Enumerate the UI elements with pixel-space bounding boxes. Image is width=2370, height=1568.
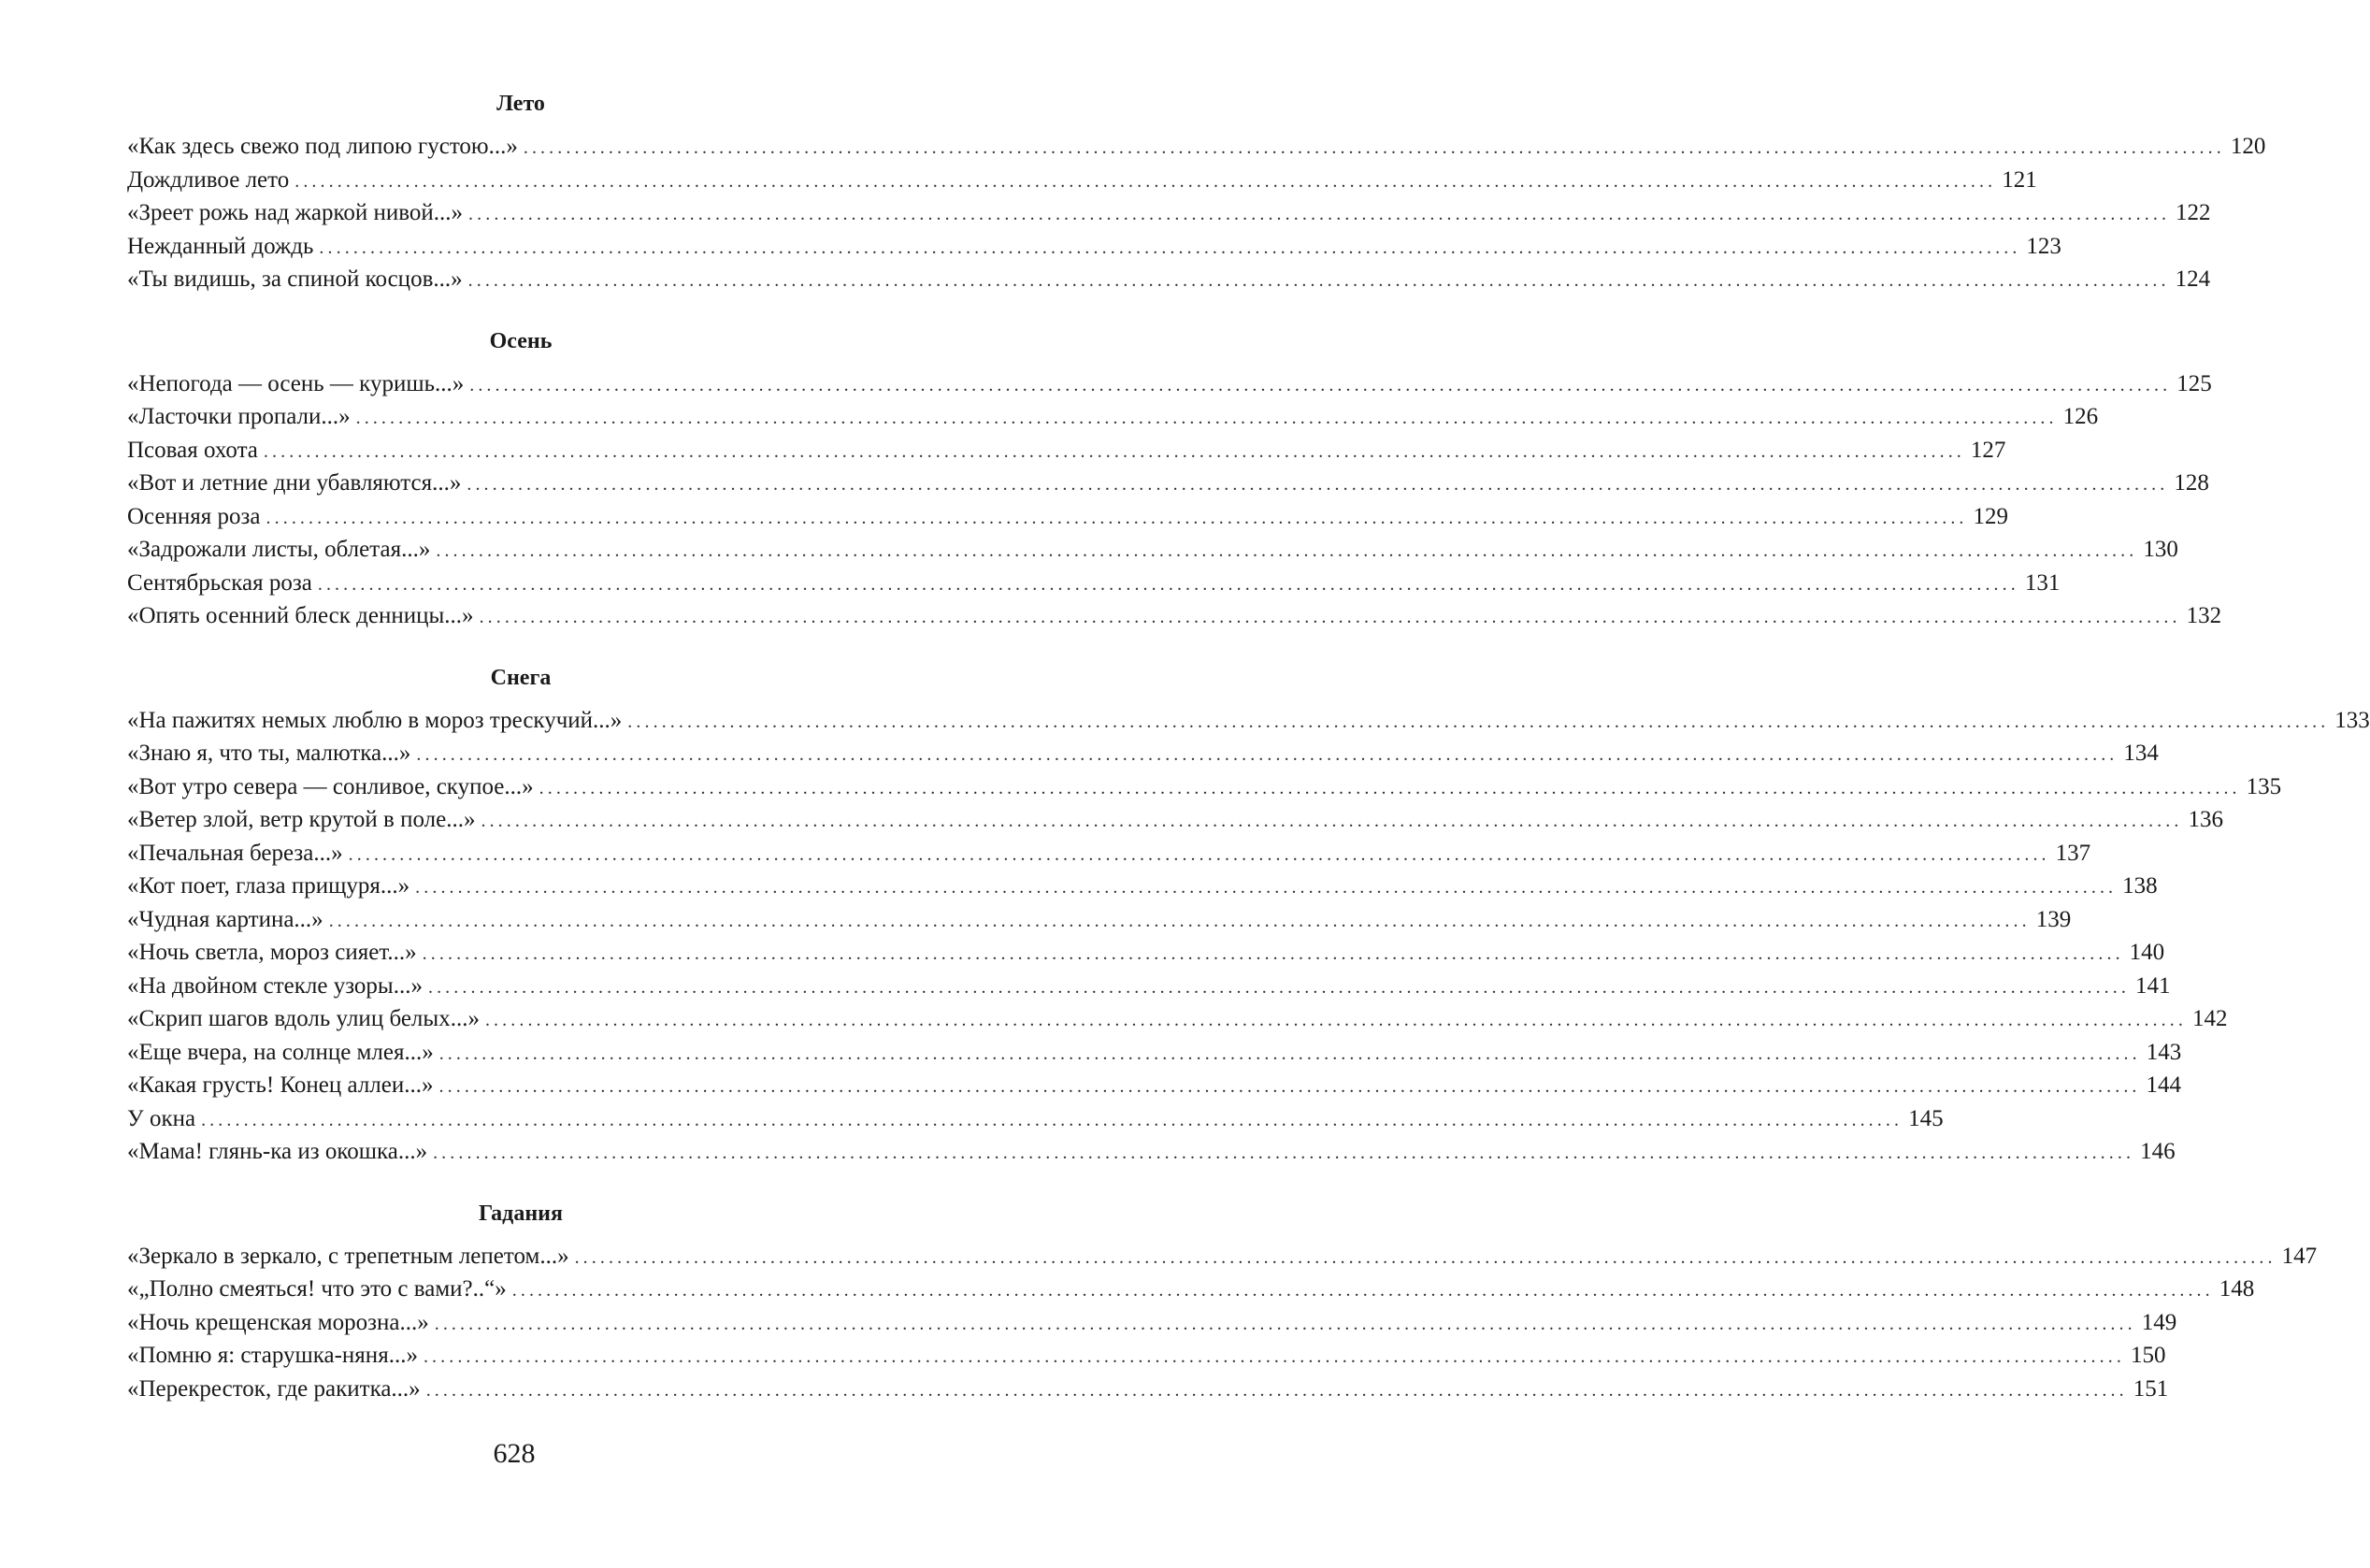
- dot-leader: ........................................................................................................................................................................................................: [355, 408, 2058, 428]
- entry-page-number: 127: [1970, 437, 2006, 463]
- entry-page-number: 135: [2246, 773, 2282, 799]
- dot-leader: ........................................................................................................................................................................................................: [423, 1346, 2125, 1367]
- entry-page-number: 120: [2230, 134, 2266, 159]
- dot-leader: ........................................................................................................................................................................................................: [415, 877, 2118, 898]
- entry-title: «Опять осенний блеск денницы...»: [127, 603, 474, 628]
- dot-leader: ........................................................................................................................................................................................................: [427, 976, 2130, 998]
- entry-page-number: 121: [2002, 166, 2037, 193]
- toc-entry: [127, 1102, 1944, 1136]
- entry-page-number: 144: [2146, 1072, 2182, 1098]
- entry-page-number: 123: [2026, 233, 2061, 259]
- entry-page-number: 142: [2191, 1006, 2228, 1031]
- toc-section-leto: [127, 90, 2266, 296]
- entry-page-number: 134: [2123, 741, 2159, 766]
- toc-entry: [127, 367, 2212, 401]
- entry-page-number: 132: [2186, 603, 2222, 628]
- entry-page-number: 147: [2281, 1243, 2318, 1269]
- toc-entry: [127, 704, 2370, 738]
- toc-entry: [127, 870, 2158, 903]
- toc-section-snega: [127, 664, 2370, 1169]
- toc-section-gadaniya: [127, 1200, 2318, 1406]
- toc-entry: [127, 467, 2209, 500]
- entry-page-number: 139: [2035, 906, 2072, 932]
- dot-leader: ........................................................................................................................................................................................................: [263, 440, 1965, 462]
- entry-title: «Задрожали листы, облетая...»: [127, 537, 431, 562]
- entry-title: Нежданный дождь: [127, 233, 314, 259]
- section-title: Снега: [490, 665, 552, 690]
- dot-leader: ........................................................................................................................................................................................................: [627, 711, 2330, 732]
- entry-title: Дождливое лето: [127, 166, 290, 193]
- entry-title: «На пажитях немых люблю в мороз трескучий...»: [127, 707, 623, 733]
- entry-title: «Зеркало в зеркало, с трепетным лепетом...»: [127, 1243, 569, 1269]
- dot-leader: ........................................................................................................................................................................................................: [416, 744, 2119, 765]
- entry-page-number: 136: [2188, 807, 2223, 832]
- dot-leader: ........................................................................................................................................................................................................: [436, 540, 2138, 561]
- entry-page-number: 143: [2146, 1039, 2182, 1065]
- dot-leader: ........................................................................................................................................................................................................: [294, 170, 1997, 192]
- dot-leader: ........................................................................................................................................................................................................: [201, 1109, 1903, 1130]
- entry-title: «Печальная береза...»: [127, 840, 343, 866]
- toc-entry: [127, 936, 2165, 970]
- dot-leader: ........................................................................................................................................................................................................: [523, 137, 2225, 158]
- entry-title: Сентябрьская роза: [127, 569, 312, 596]
- entry-title: «Помню я: старушка-няня...»: [127, 1343, 418, 1368]
- entry-page-number: 124: [2175, 266, 2211, 292]
- entry-title: «Перекресток, где ракитка...»: [127, 1375, 421, 1402]
- entry-page-number: 131: [2024, 569, 2061, 596]
- entry-title: «Вот и летние дни убавляются...»: [127, 470, 462, 496]
- toc-entry: [127, 130, 2266, 164]
- page-number: 628: [493, 1438, 536, 1469]
- toc-entry: [127, 434, 2006, 468]
- dot-leader: ........................................................................................................................................................................................................: [469, 374, 2172, 396]
- toc-entry: [127, 803, 2223, 837]
- toc-entry: [127, 837, 2091, 870]
- toc-entry: [127, 1135, 2176, 1169]
- dot-leader: ........................................................................................................................................................................................................: [317, 573, 2019, 595]
- toc-entry: [127, 164, 2037, 197]
- entry-title: «Ветер злой, ветр крутой в поле...»: [127, 807, 476, 832]
- dot-leader: ........................................................................................................................................................................................................: [481, 811, 2183, 831]
- entry-page-number: 122: [2176, 200, 2211, 225]
- dot-leader: ........................................................................................................................................................................................................: [511, 1280, 2214, 1301]
- toc-entry: [127, 533, 2178, 567]
- entry-title: «Зреет рожь над жаркой нивой...»: [127, 200, 464, 225]
- toc-entry: [127, 400, 2099, 434]
- entry-page-number: 151: [2133, 1375, 2169, 1402]
- dot-leader: ........................................................................................................................................................................................................: [574, 1246, 2277, 1268]
- entry-title: «Знаю я, что ты, малютка...»: [127, 741, 411, 766]
- entry-page-number: 141: [2134, 972, 2171, 999]
- toc-entry: [127, 500, 2009, 534]
- toc-entry: [127, 196, 2211, 230]
- entry-title: «Непогода — осень — куришь...»: [127, 370, 465, 396]
- dot-leader: ........................................................................................................................................................................................................: [539, 777, 2241, 798]
- entry-title: «Мама! глянь-ка из окошка...»: [127, 1139, 428, 1164]
- dot-leader: ........................................................................................................................................................................................................: [348, 843, 2050, 865]
- toc-section-osen: [127, 327, 2222, 633]
- section-title: Гадания: [479, 1201, 563, 1226]
- dot-leader: ........................................................................................................................................................................................................: [467, 270, 2170, 291]
- entry-page-number: 146: [2140, 1139, 2176, 1164]
- section-title: Лето: [496, 92, 545, 116]
- entry-title: «Ласточки пропали...»: [127, 404, 351, 429]
- entry-page-number: 128: [2174, 470, 2209, 496]
- dot-leader: ........................................................................................................................................................................................................: [434, 1313, 2136, 1334]
- toc-entry: [127, 1339, 2166, 1373]
- dot-leader: ........................................................................................................................................................................................................: [425, 1379, 2128, 1401]
- toc-entry: [127, 230, 2061, 264]
- toc-entry: [127, 1002, 2228, 1036]
- entry-title: «Скрип шагов вдоль улиц белых...»: [127, 1006, 480, 1031]
- entry-page-number: 125: [2176, 370, 2212, 396]
- table-of-contents: [127, 90, 2370, 1405]
- entry-page-number: 148: [2219, 1276, 2255, 1302]
- entry-title: У окна: [127, 1105, 196, 1131]
- toc-entry: [127, 1069, 2182, 1102]
- entry-page-number: 137: [2055, 840, 2091, 866]
- toc-entry: [127, 1373, 2169, 1406]
- dot-leader: ........................................................................................................................................................................................................: [319, 237, 2021, 258]
- entry-page-number: 126: [2062, 404, 2099, 429]
- entry-title: «На двойном стекле узоры...»: [127, 972, 423, 999]
- toc-entry: [127, 903, 2072, 937]
- entry-page-number: 130: [2143, 537, 2178, 562]
- dot-leader: ........................................................................................................................................................................................................: [438, 1043, 2141, 1064]
- dot-leader: ........................................................................................................................................................................................................: [438, 1076, 2141, 1097]
- toc-entry: [127, 263, 2211, 296]
- toc-entry: [127, 1306, 2177, 1340]
- dot-leader: ........................................................................................................................................................................................................: [433, 1143, 2135, 1163]
- dot-leader: ........................................................................................................................................................................................................: [479, 607, 2181, 627]
- toc-entry: [127, 1036, 2182, 1070]
- entry-title: «Ночь светла, мороз сияет...»: [127, 940, 417, 965]
- toc-entry: [127, 1273, 2255, 1306]
- entry-page-number: 149: [2141, 1309, 2177, 1335]
- entry-title: «Ты видишь, за спиной косцов...»: [127, 266, 463, 292]
- entry-title: «Ночь крещенская морозна...»: [127, 1309, 429, 1335]
- dot-leader: ........................................................................................................................................................................................................: [468, 204, 2171, 224]
- dot-leader: ........................................................................................................................................................................................................: [422, 943, 2124, 964]
- entry-title: «Вот утро севера — сонливое, скупое...»: [127, 773, 534, 799]
- toc-entry: [127, 1240, 2318, 1273]
- entry-page-number: 129: [1973, 503, 2009, 529]
- entry-title: «Еще вчера, на солнце млея...»: [127, 1039, 434, 1065]
- entry-title: «Как здесь свежо под липою густою...»: [127, 134, 518, 159]
- entry-page-number: 138: [2122, 873, 2158, 899]
- entry-title: «Какая грусть! Конец аллеи...»: [127, 1072, 434, 1098]
- entry-page-number: 150: [2130, 1343, 2166, 1368]
- dot-leader: ........................................................................................................................................................................................................: [266, 507, 1968, 528]
- toc-entry: [127, 599, 2222, 633]
- entry-title: «Кот поет, глаза прищуря...»: [127, 873, 410, 899]
- dot-leader: ........................................................................................................................................................................................................: [467, 474, 2169, 495]
- entry-page-number: 140: [2129, 940, 2165, 965]
- toc-entry: [127, 970, 2171, 1003]
- entry-page-number: 133: [2334, 707, 2370, 733]
- entry-title: «„Полно смеяться! что это с вами?..“»: [127, 1276, 507, 1302]
- toc-entry: [127, 567, 2061, 600]
- section-title: Осень: [489, 328, 553, 353]
- dot-leader: ........................................................................................................................................................................................................: [484, 1010, 2187, 1030]
- entry-title: Псовая охота: [127, 437, 258, 463]
- entry-page-number: 145: [1908, 1105, 1944, 1131]
- entry-title: «Чудная картина...»: [127, 906, 323, 932]
- toc-entry: [127, 737, 2159, 770]
- toc-entry: [127, 770, 2282, 804]
- dot-leader: ........................................................................................................................................................................................................: [328, 910, 2031, 931]
- entry-title: Осенняя роза: [127, 503, 261, 529]
